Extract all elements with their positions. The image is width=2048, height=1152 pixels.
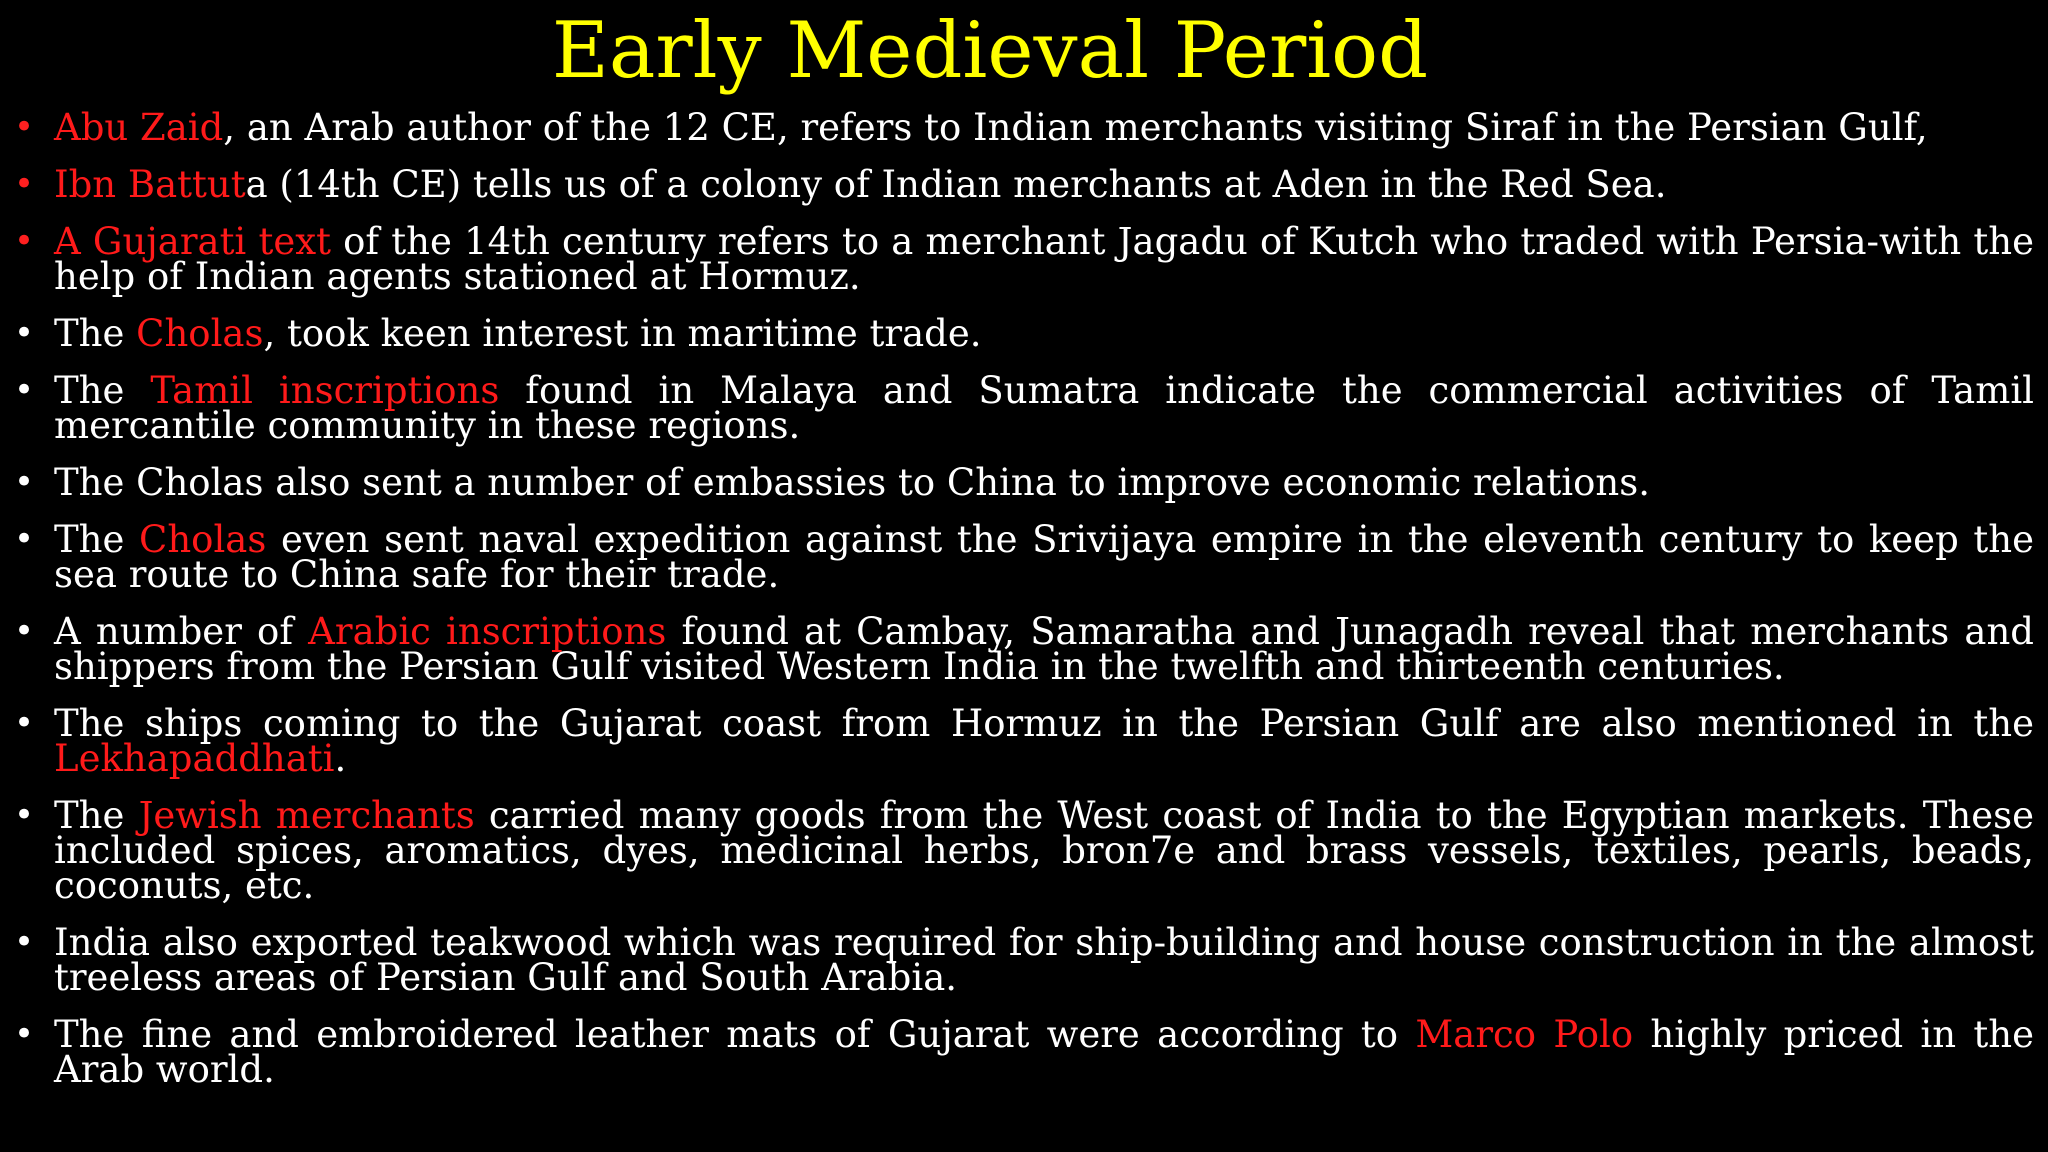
bullet-marker: • (14, 519, 35, 559)
bullet-marker: • (14, 611, 35, 651)
bullet-text: India also exported teakwood which was required for ship-building and house construction in the almost treeless areas of Persian Gulf and South Arabia. (54, 921, 2034, 999)
bullet-list (14, 106, 2034, 1109)
bullet-text: found at Cambay, Samaratha and Junagadh reveal that merchants and shippers from the Persian Gulf visited Western India in the twelfth and thirteenth centuries. (54, 610, 2034, 688)
bullet-text: The fine and embroidered leather mats of Gujarat were according to (54, 1013, 1416, 1056)
bullet-item (14, 702, 2034, 780)
bullet-item (14, 921, 2034, 999)
bullet-text: found in Malaya and Sumatra indicate the commercial activities of Tamil mercantile community in these regions. (54, 369, 2034, 447)
highlighted-term: A Gujarati text (54, 220, 331, 263)
highlighted-term: Jewish merchants (138, 794, 475, 837)
bullet-item (14, 518, 2034, 596)
bullet-text: carried many goods from the West coast of India to the Egyptian markets. These included spices, aromatics, dyes, medicinal herbs, bron7e and brass vessels, textiles, pearls, beads, coconuts, etc. (54, 794, 2034, 907)
highlighted-term: Ibn Battut (54, 163, 246, 206)
bullet-text: , an Arab author of the 12 CE, refers to Indian merchants visiting Siraf in the Persian Gulf, (223, 106, 1928, 149)
bullet-marker: • (14, 313, 35, 353)
bullet-item (14, 794, 2034, 907)
slide-title: Early Medieval Period (551, 6, 1429, 96)
highlighted-term: Cholas (136, 312, 264, 355)
bullet-item (14, 163, 2034, 206)
highlighted-term: Cholas (139, 518, 267, 561)
bullet-text: The Cholas also sent a number of embassies to China to improve economic relations. (54, 461, 1650, 504)
bullet-item (14, 106, 2034, 149)
highlighted-term: Lekhapaddhati (54, 737, 335, 780)
bullet-marker: • (14, 164, 35, 204)
bullet-item (14, 220, 2034, 298)
bullet-marker: • (14, 703, 35, 743)
bullet-text: a (14th CE) tells us of a colony of Indian merchants at Aden in the Red Sea. (245, 163, 1667, 206)
bullet-marker: • (14, 922, 35, 962)
bullet-marker: • (14, 107, 35, 147)
bullet-text: The ships coming to the Gujarat coast from Hormuz in the Persian Gulf are also mentioned in the (54, 702, 2034, 745)
bullet-item (14, 312, 2034, 355)
highlighted-term: Tamil inscriptions (150, 369, 500, 412)
bullet-text: The (54, 794, 139, 837)
bullet-text: The (54, 312, 137, 355)
bullet-text: The (54, 369, 151, 412)
highlighted-term: Abu Zaid (54, 106, 224, 149)
highlighted-term: Arabic inscriptions (308, 610, 667, 653)
bullet-text: , took keen interest in maritime trade. (263, 312, 982, 355)
bullet-item (14, 369, 2034, 447)
highlighted-term: Marco Polo (1415, 1013, 1634, 1056)
bullet-text: A number of (54, 610, 309, 653)
bullet-item (14, 461, 2034, 504)
bullet-text: . (334, 737, 347, 780)
bullet-text: of the 14th century refers to a merchant Jagadu of Kutch who traded with Persia-with the help of Indian agents stationed at Hormuz. (54, 220, 2034, 298)
bullet-marker: • (14, 462, 35, 502)
bullet-text: The (54, 518, 140, 561)
bullet-item (14, 1013, 2034, 1091)
bullet-marker: • (14, 370, 35, 410)
bullet-item (14, 610, 2034, 688)
bullet-text: even sent naval expedition against the Srivijaya empire in the eleventh century to keep the sea route to China safe for their trade. (54, 518, 2034, 596)
bullet-marker: • (14, 221, 35, 261)
bullet-marker: • (14, 795, 35, 835)
bullet-text: highly priced in the Arab world. (54, 1013, 2034, 1091)
bullet-marker: • (14, 1014, 35, 1054)
